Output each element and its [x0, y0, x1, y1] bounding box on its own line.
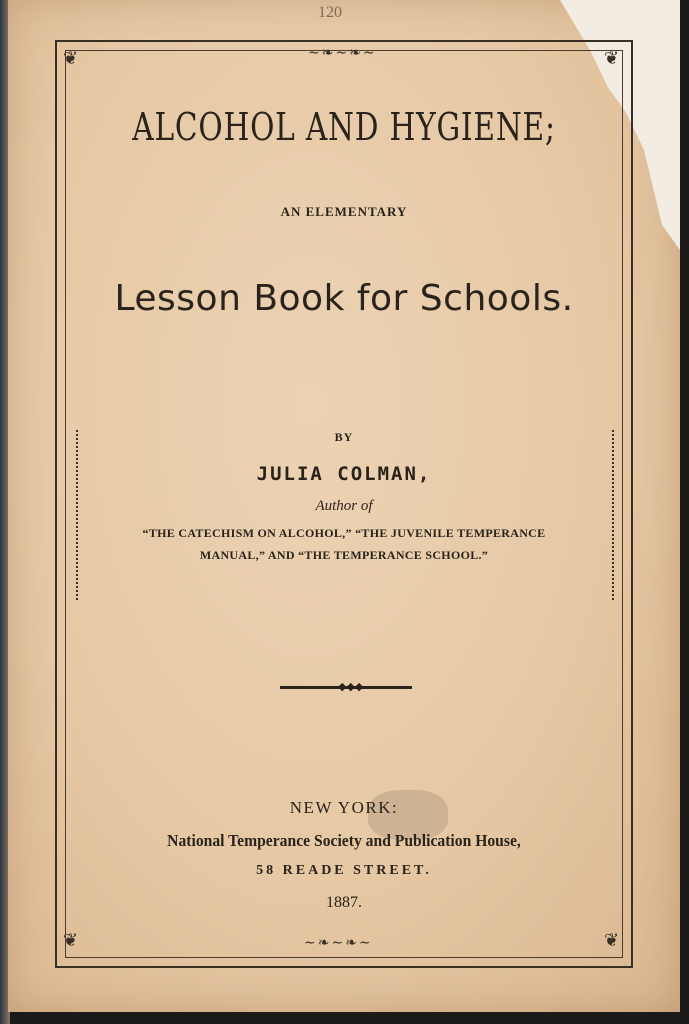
main-title: ALCOHOL AND HYGIENE; [132, 105, 556, 149]
bottom-scroll-ornament-icon: ∼❧∼❧∼ [304, 935, 373, 951]
works-line-1: “THE CATECHISM ON ALCOHOL,” “THE JUVENILE TEMPERANCE [142, 526, 546, 540]
right-side-ornament [602, 430, 614, 600]
publisher-name: National Temperance Society and Publication House, [167, 831, 521, 850]
corner-ornament-icon: ❦ [604, 930, 620, 951]
corner-ornament-icon: ❦ [63, 930, 79, 951]
divider-diamond-icon: ◆◆◆ [338, 681, 364, 693]
pencil-mark: 120 [318, 4, 342, 21]
left-side-ornament [76, 430, 88, 600]
author-of-label: Author of [315, 498, 373, 514]
book-title: Lesson Book for Schools. [114, 278, 574, 319]
corner-ornament-icon: ❦ [604, 48, 620, 69]
corner-ornament-icon: ❦ [63, 48, 79, 69]
publication-city: NEW YORK: [289, 798, 399, 817]
book-cover [8, 0, 680, 1012]
by-label: BY [334, 430, 354, 444]
subtitle: AN ELEMENTARY [280, 204, 408, 219]
publication-year: 1887. [326, 894, 362, 911]
top-scroll-ornament-icon: ∼❧∼❧∼ [308, 45, 377, 61]
works-line-2: MANUAL,” AND “THE TEMPERANCE SCHOOL.” [199, 548, 489, 562]
publisher-address: 58 READE STREET. [256, 863, 432, 878]
author-name: JULIA COLMAN, [256, 463, 432, 485]
